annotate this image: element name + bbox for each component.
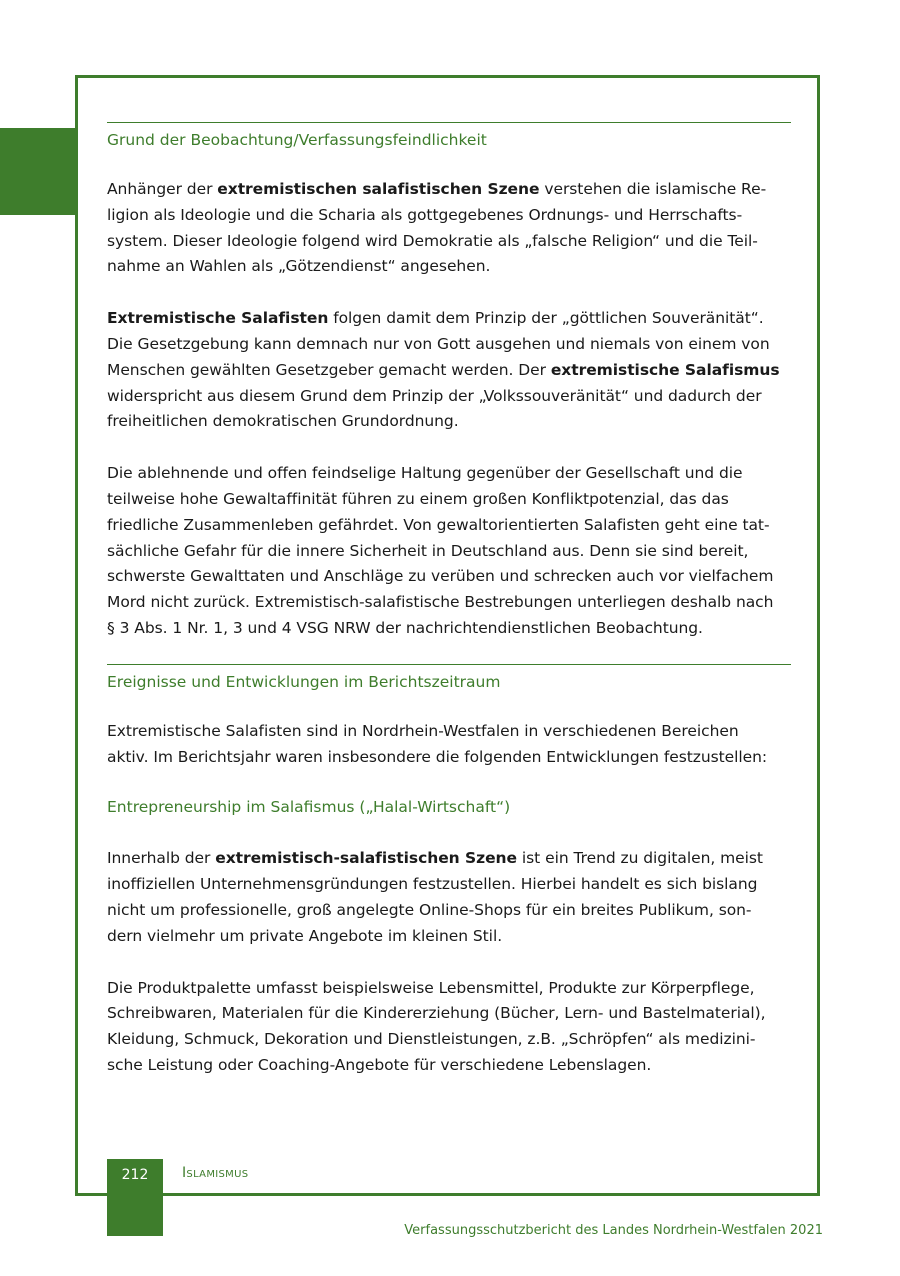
paragraph-3: Die ablehnende und offen feindselige Haltung gegenüber der Gesellschaft und die teilweise hohe Gewaltaffinität führen zu einem großen Konfliktpotenzial, das das friedliche Zusammenleben gefährdet. Von gewaltorientierten Salafisten geht eine tat- sächliche Gefahr für die innere Sicherheit in Deutschland aus. Denn sie sind bereit, schwerste Gewalttaten und Anschläge zu verüben und schrecken auch vor vielfachem Mord nicht zurück. Extremistisch-salafistische Bestrebungen unterliegen deshalb nach § 3 Abs. 1 Nr. 1, 3 und 4 VSG NRW der nachrichtendienstlichen Beobachtung. xyxy=(107,464,774,637)
main-content xyxy=(107,122,791,1079)
paragraph-1: Anhänger der extremistischen salafistischen Szene verstehen die islamische Re- ligion als Ideologie und die Scharia als gottgegebenes Ordnungs- und Herrschafts- system. Dieser Ideologie folgend wird Demokratie als „falsche Religion“ und die Teil- nahme an Wahlen als „Götzendienst“ angesehen. xyxy=(107,180,767,276)
side-tab-marker xyxy=(0,128,75,215)
paragraph-6: Die Produktpalette umfasst beispielsweise Lebensmittel, Produkte zur Körperpflege, Schreibwaren, Materialen für die Kindererziehung (Bücher, Lern- und Bastelmaterial), Kleidung, Schmuck, Dekoration und Dienstleistungen, z.B. „Schröpfen“ als medizini- sche Leistung oder Coaching-Angebote für verschiedene Lebenslagen. xyxy=(107,978,766,1074)
section-divider xyxy=(107,122,791,123)
section-heading-grund: Grund der Beobachtung/Verfassungsfeindlichkeit xyxy=(107,131,487,149)
publication-footer: Verfassungsschutzbericht des Landes Nordrhein-Westfalen 2021 xyxy=(404,1223,823,1238)
section-heading-ereignisse: Ereignisse und Entwicklungen im Berichtszeitraum xyxy=(107,672,501,691)
paragraph-4: Extremistische Salafisten sind in Nordrhein-Westfalen in verschiedenen Bereichen aktiv. Im Berichtsjahr waren insbesondere die folgenden Entwicklungen festzustellen: xyxy=(107,721,768,766)
page-number-box xyxy=(107,1159,163,1236)
paragraph-2: Extremistische Salafisten folgen damit dem Prinzip der „göttlichen Souveränität“. Die Gesetzgebung kann demnach nur von Gott ausgehen und niemals von einem von Menschen gewählten Gesetzgeber gemacht werden. Der extremistische Salafismus widerspricht aus diesem Grund dem Prinzip der „Volkssouveränität“ und dadurch der freiheitlichen demokratischen Grundordnung. xyxy=(107,309,780,431)
subheading-entrepreneurship: Entrepreneurship im Salafismus („Halal-Wirtschaft“) xyxy=(107,798,511,817)
paragraph-5: Innerhalb der extremistisch-salafistischen Szene ist ein Trend zu digitalen, meist inoffiziellen Unternehmensgründungen festzustellen. Hierbei handelt es sich bislang nicht um professionelle, groß angelegte Online-Shops für ein breites Publikum, son- dern vielmehr um private Angebote im kleinen Stil. xyxy=(107,849,763,945)
section-divider xyxy=(107,664,791,665)
page-number: 212 xyxy=(121,1167,149,1183)
section-label: Islamismus xyxy=(182,1165,249,1181)
